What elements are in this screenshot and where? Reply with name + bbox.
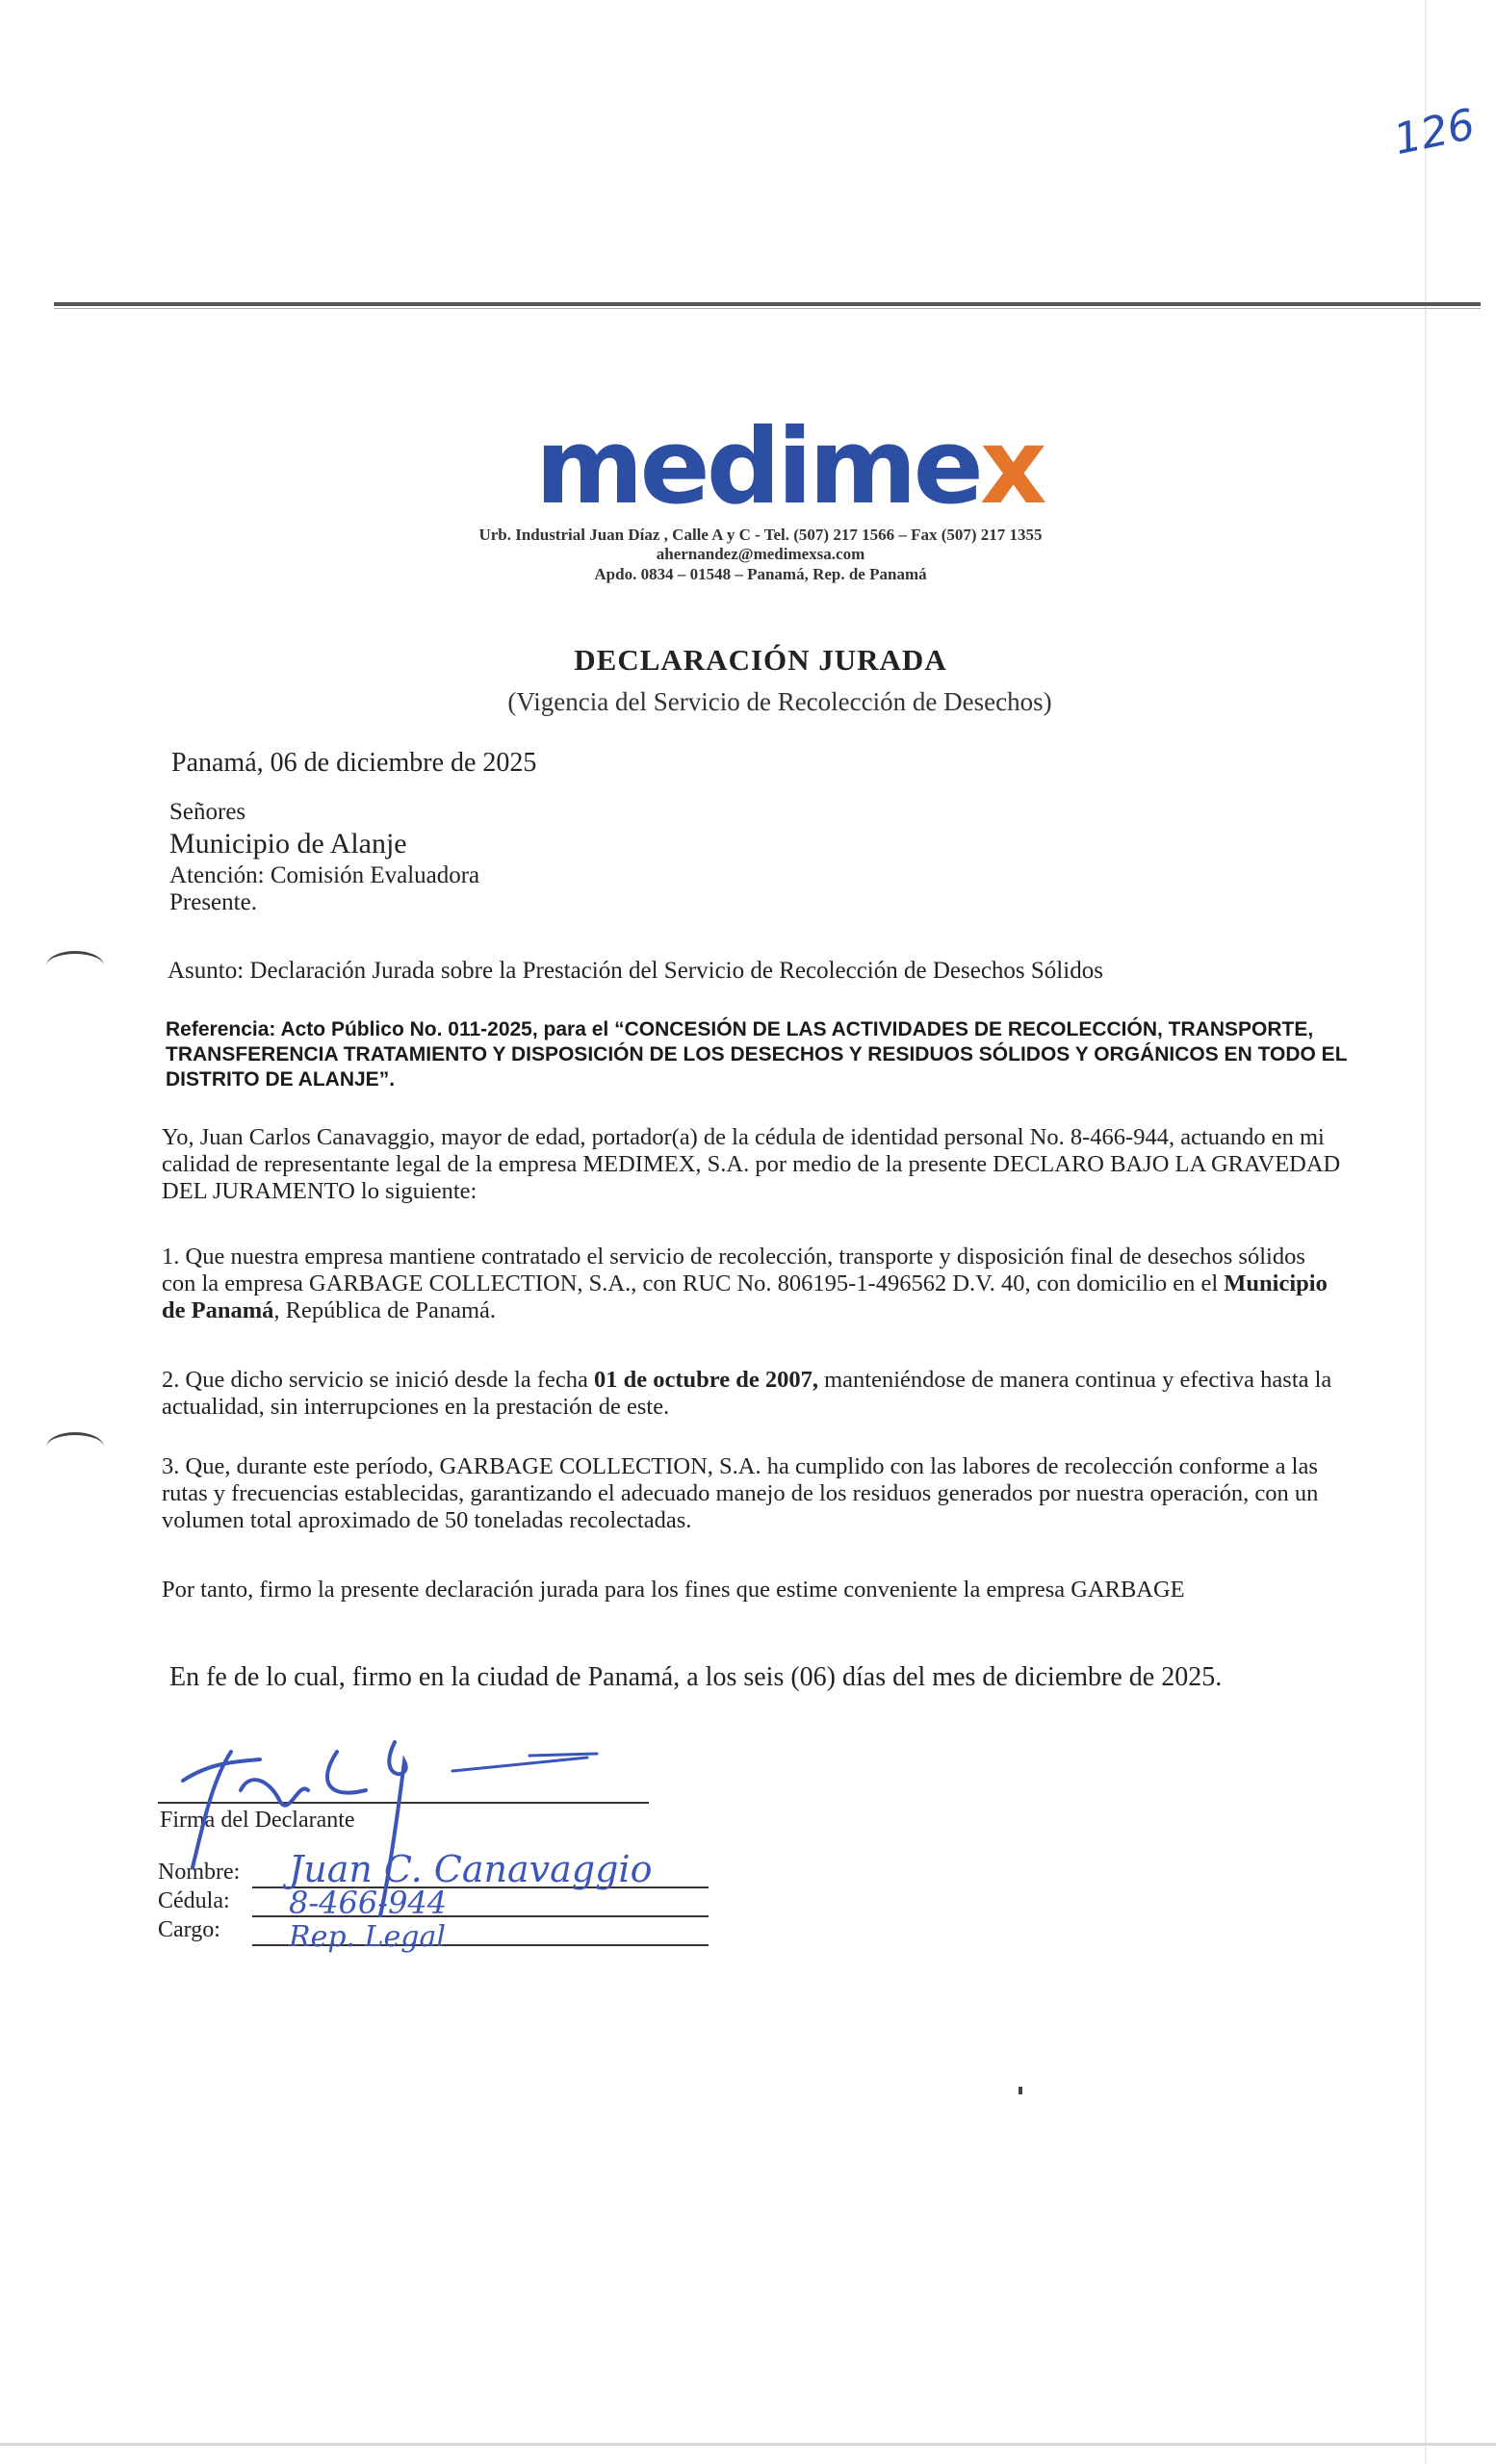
punch-hole-mark bbox=[46, 1432, 104, 1462]
place-date: Panamá, 06 de diciembre de 2025 bbox=[171, 748, 537, 778]
header-rule bbox=[54, 302, 1481, 306]
header-rule-thin bbox=[54, 308, 1481, 309]
salutation: Señores bbox=[169, 799, 246, 825]
handwritten-id: 8-466-944 bbox=[289, 1885, 448, 1921]
handwritten-signature bbox=[144, 1723, 741, 1973]
logo-text-main: medime bbox=[535, 407, 980, 527]
scan-speck bbox=[1019, 2087, 1022, 2094]
subject-line: Asunto: Declaración Jurada sobre la Prestación del Servicio de Recolección de Desechos Sólidos bbox=[168, 958, 1103, 984]
recipient: Municipio de Alanje bbox=[169, 828, 407, 860]
reference-block: Referencia: Acto Público No. 011-2025, para el “CONCESIÓN DE LAS ACTIVIDADES DE RECOLECCIÓN, TRANSPORTE, TRANSFERENCIA TRATAMIENTO Y DISPOSICIÓN DE LOS DESECHOS Y RESIDUOS SÓLIDOS Y ORGÁNICOS EN TODO EL DISTRITO DE ALANJE”. bbox=[166, 1018, 1348, 1091]
page-bottom-edge bbox=[0, 2443, 1496, 2446]
folio-number: 126 bbox=[1389, 99, 1480, 166]
item-1-bold: Municipio de Panamá bbox=[162, 1270, 1328, 1323]
item-2-bold: 01 de octubre de 2007, bbox=[594, 1367, 818, 1393]
document-subtitle: (Vigencia del Servicio de Recolección de Desechos) bbox=[507, 687, 1052, 716]
handwritten-name: Juan C. Canavaggio bbox=[289, 1848, 653, 1890]
company-logo bbox=[535, 407, 1044, 527]
page-edge bbox=[1425, 0, 1427, 2464]
sign-off: En fe de lo cual, firmo en la ciudad de Panamá, a los seis (06) días del mes de diciembre de 2025. bbox=[169, 1662, 1223, 1692]
name-label: Nombre: bbox=[158, 1860, 241, 1885]
presente-line: Presente. bbox=[169, 889, 257, 915]
logo-text-accent: x bbox=[979, 407, 1044, 527]
intro-paragraph: Yo, Juan Carlos Canavaggio, mayor de edad, portador(a) de la cédula de identidad personal No. 8-466-944, actuando en mi calidad de representante legal de la empresa MEDIMEX, S.A. por medio de la presente DECLARO BAJO LA GRAVEDAD DEL JURAMENTO lo siguiente: bbox=[162, 1124, 1341, 1204]
document-title: DECLARACIÓN JURADA bbox=[574, 643, 947, 677]
letterhead-postal: Apdo. 0834 – 01548 – Panamá, Rep. de Panamá bbox=[594, 565, 927, 583]
item-1-tail: , República de Panamá. bbox=[273, 1297, 497, 1323]
declaration-item-2 bbox=[162, 1367, 1342, 1421]
letterhead-email: ahernandez@medimexsa.com bbox=[656, 545, 865, 563]
item-1-text: 1. Que nuestra empresa mantiene contratado el servicio de recolección, transporte y disposición final de desechos sólidos con la empresa GARBAGE COLLECTION, S.A., con RUC No. 806195-1-496562 D.V. 40, con domicilio en el bbox=[162, 1244, 1305, 1296]
punch-hole-mark bbox=[46, 951, 104, 981]
role-label: Cargo: bbox=[158, 1917, 220, 1942]
declaration-item-3: 3. Que, durante este período, GARBAGE COLLECTION, S.A. ha cumplido con las labores de recolección conforme a las rutas y frecuencias establecidas, garantizando el adecuado manejo de los residuos generados por nuestra operación, con un volumen total aproximado de 50 toneladas recolectadas. bbox=[162, 1453, 1319, 1533]
signature-caption: Firma del Declarante bbox=[160, 1808, 355, 1833]
id-label: Cédula: bbox=[158, 1888, 230, 1913]
closing-paragraph: Por tanto, firmo la presente declaración jurada para los fines que estime conveniente la empresa GARBAGE bbox=[162, 1577, 1185, 1603]
item-2-text: 2. Que dicho servicio se inició desde la fecha bbox=[162, 1367, 595, 1393]
item-2-tail: manteniéndose de manera continua y efectiva hasta la actualidad, sin interrupciones en la prestación de este. bbox=[162, 1367, 1332, 1420]
attention-line: Atención: Comisión Evaluadora bbox=[169, 862, 480, 888]
declaration-item-1 bbox=[162, 1244, 1342, 1324]
letterhead-address: Urb. Industrial Juan Díaz , Calle A y C - Tel. (507) 217 1566 – Fax (507) 217 1355 bbox=[478, 526, 1043, 544]
handwritten-role: Rep. Legal bbox=[289, 1920, 446, 1954]
